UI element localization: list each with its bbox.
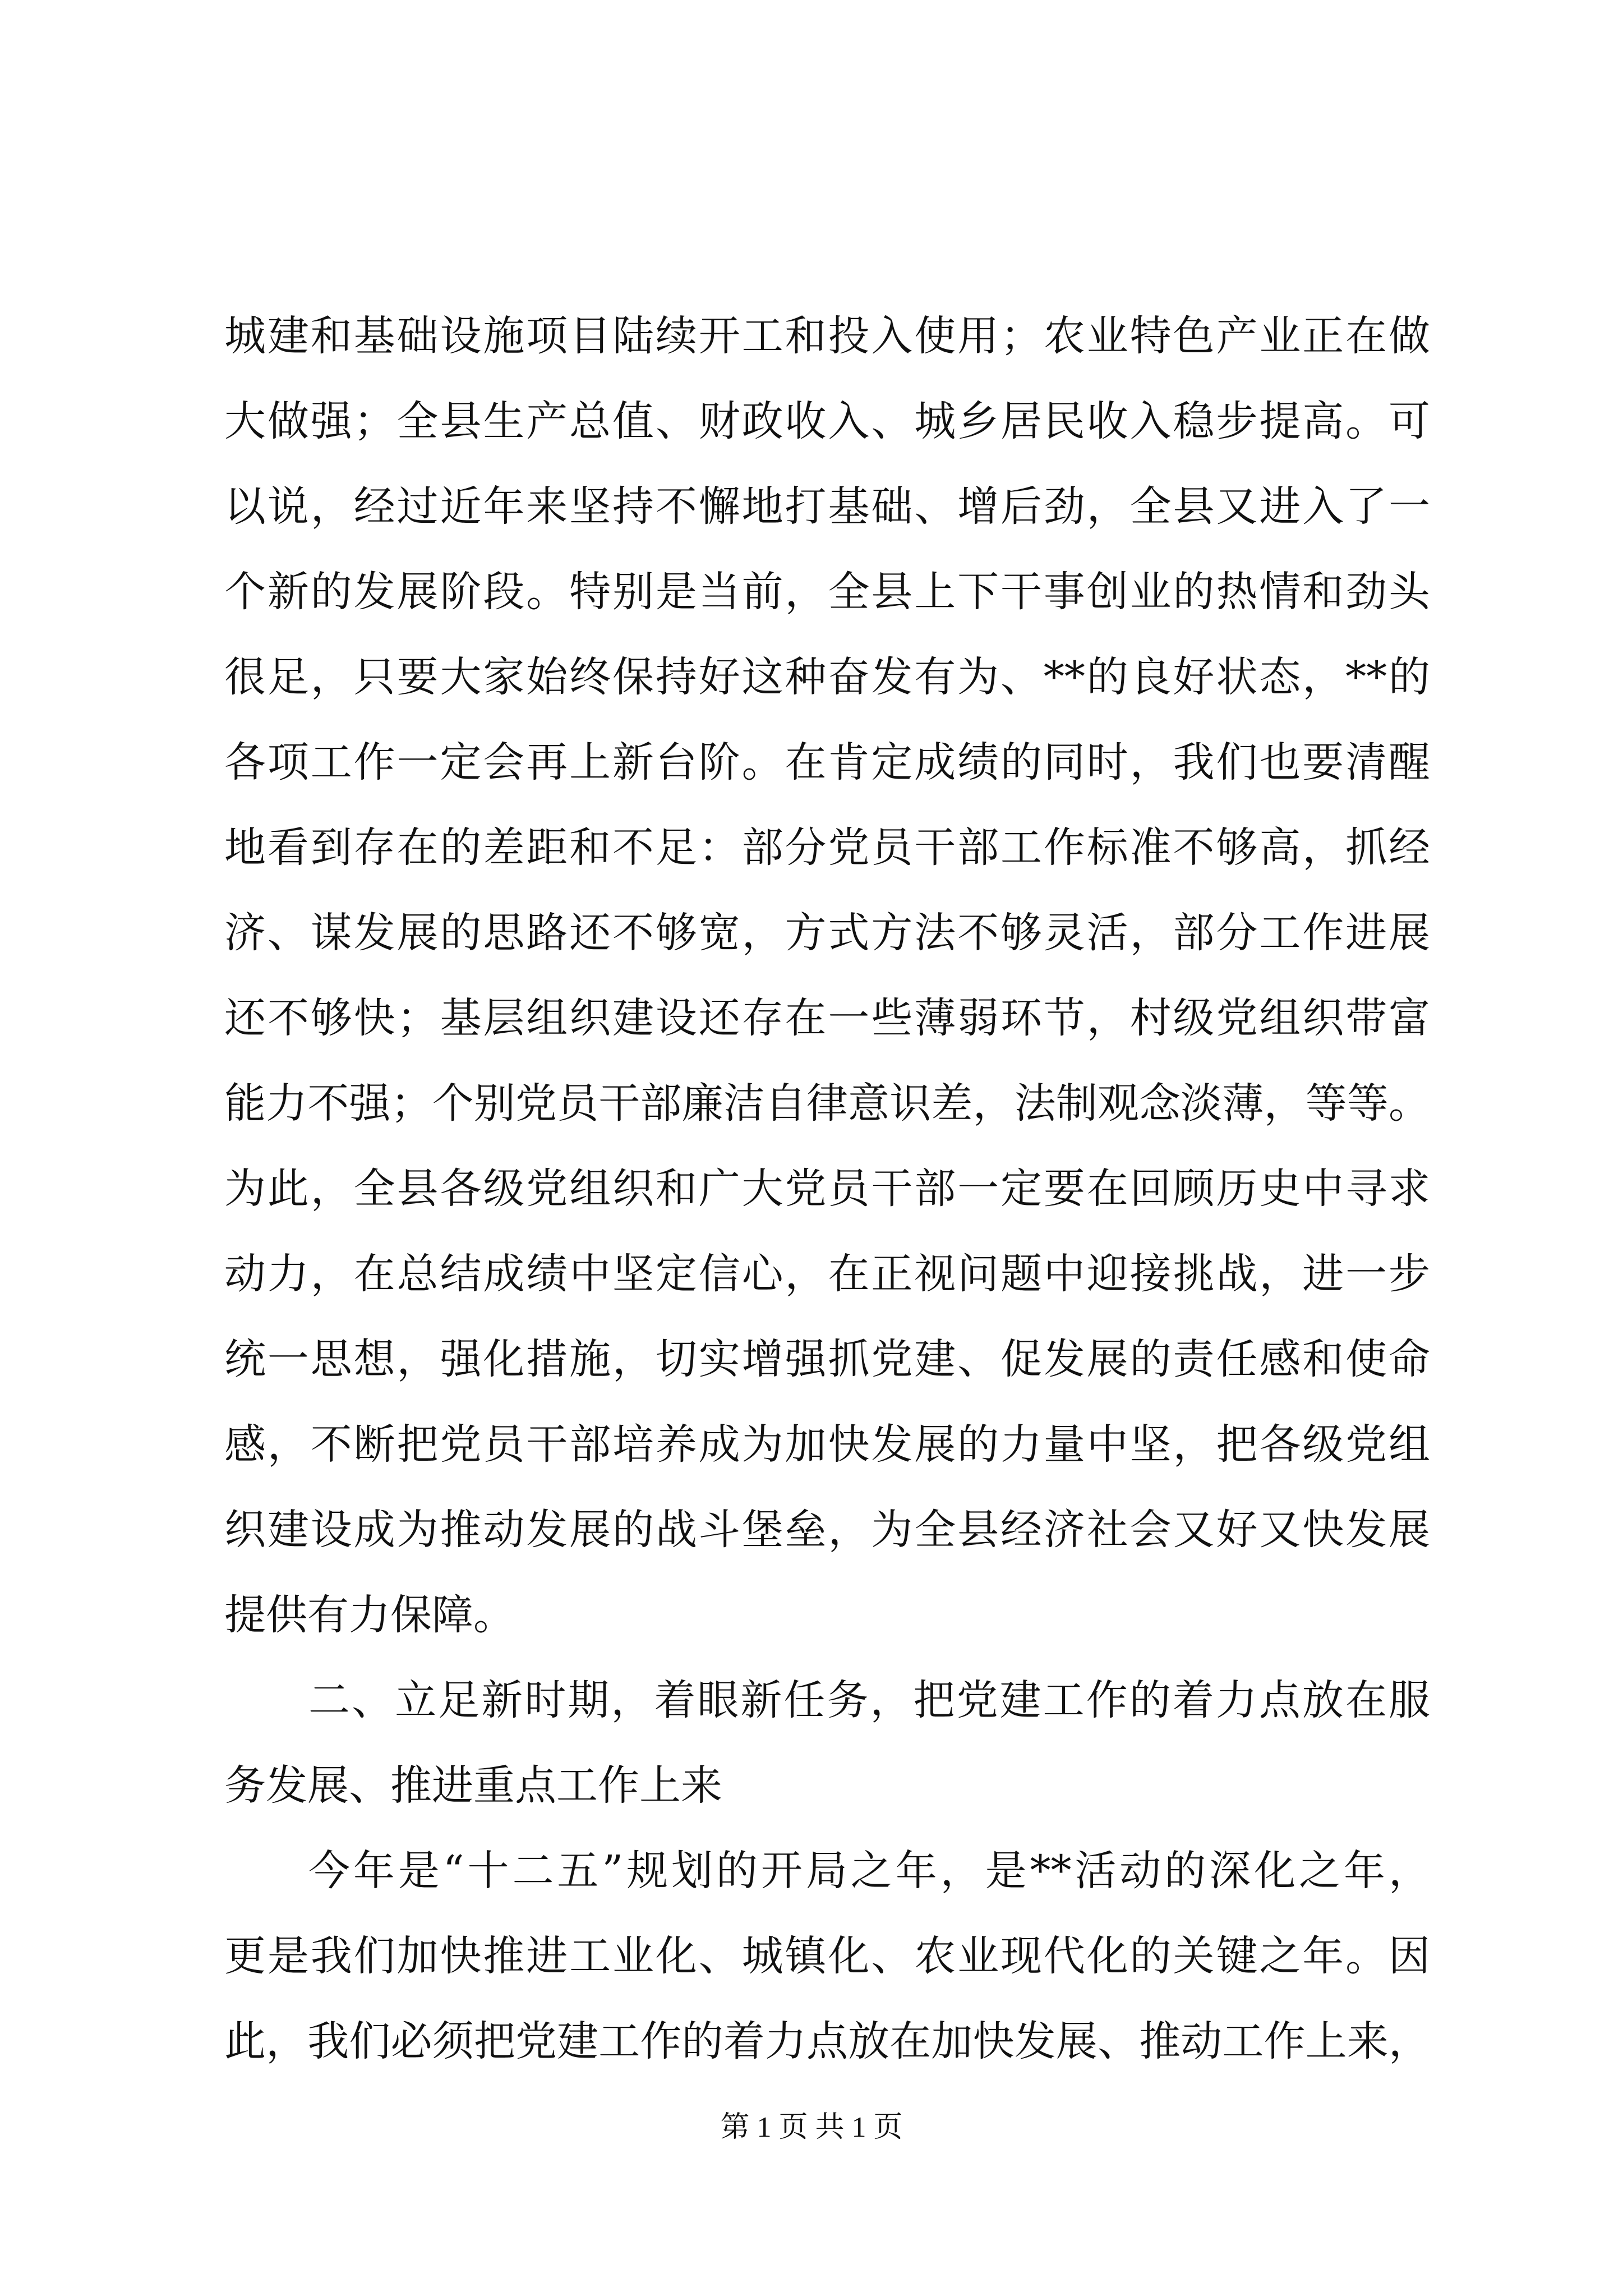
paragraph-line: 以说，经过近年来坚持不懈地打基础、增后劲，全县又进入了一 [224,482,1430,531]
paragraph-line: 统一思想，强化措施，切实增强抓党建、促发展的责任感和使命 [224,1335,1430,1383]
paragraph-line: 各项工作一定会再上新台阶。在肯定成绩的同时，我们也要清醒 [224,738,1430,786]
paragraph-line: 更是我们加快推进工业化、城镇化、农业现代化的关键之年。因 [224,1932,1430,1980]
paragraph-line: 城建和基础设施项目陆续开工和投入使用；农业特色产业正在做 [224,312,1430,360]
paragraph-line: 织建设成为推动发展的战斗堡垒，为全县经济社会又好又快发展 [224,1506,1430,1554]
paragraph-line: 感，不断把党员干部培养成为加快发展的力量中坚，把各级党组 [224,1420,1430,1469]
paragraph-line: 地看到存在的差距和不足：部分党员干部工作标准不够高，抓经 [224,823,1430,872]
paragraph-line: 能力不强；个别党员干部廉洁自律意识差，法制观念淡薄，等等。 [224,1079,1430,1128]
document-body [224,293,1430,2084]
paragraph-line: 动力，在总结成绩中坚定信心，在正视问题中迎接挑战，进一步 [224,1250,1430,1298]
paragraph-line: 为此，全县各级党组织和广大党员干部一定要在回顾历史中寻求 [224,1165,1430,1213]
paragraph-line: 今年是“十二五”规划的开局之年，是**活动的深化之年， [308,1847,1430,1895]
section-heading-line: 二、立足新时期，着眼新任务，把党建工作的着力点放在服 [308,1676,1430,1724]
paragraph-line: 个新的发展阶段。特别是当前，全县上下干事创业的热情和劲头 [224,568,1430,616]
paragraph-line: 提供有力保障。 [224,1591,515,1639]
paragraph-line: 此，我们必须把党建工作的着力点放在加快发展、推动工作上来， [224,2017,1430,2065]
paragraph-line: 还不够快；基层组织建设还存在一些薄弱环节，村级党组织带富 [224,994,1430,1042]
paragraph-line: 大做强；全县生产总值、财政收入、城乡居民收入稳步提高。可 [224,397,1430,445]
page-number-footer: 第 1 页 共 1 页 [720,2111,903,2143]
section-heading-line: 务发展、推进重点工作上来 [224,1761,722,1810]
paragraph-line: 济、谋发展的思路还不够宽，方式方法不够灵活，部分工作进展 [224,909,1430,957]
paragraph-line: 很足，只要大家始终保持好这种奋发有为、**的良好状态，**的 [224,653,1430,701]
